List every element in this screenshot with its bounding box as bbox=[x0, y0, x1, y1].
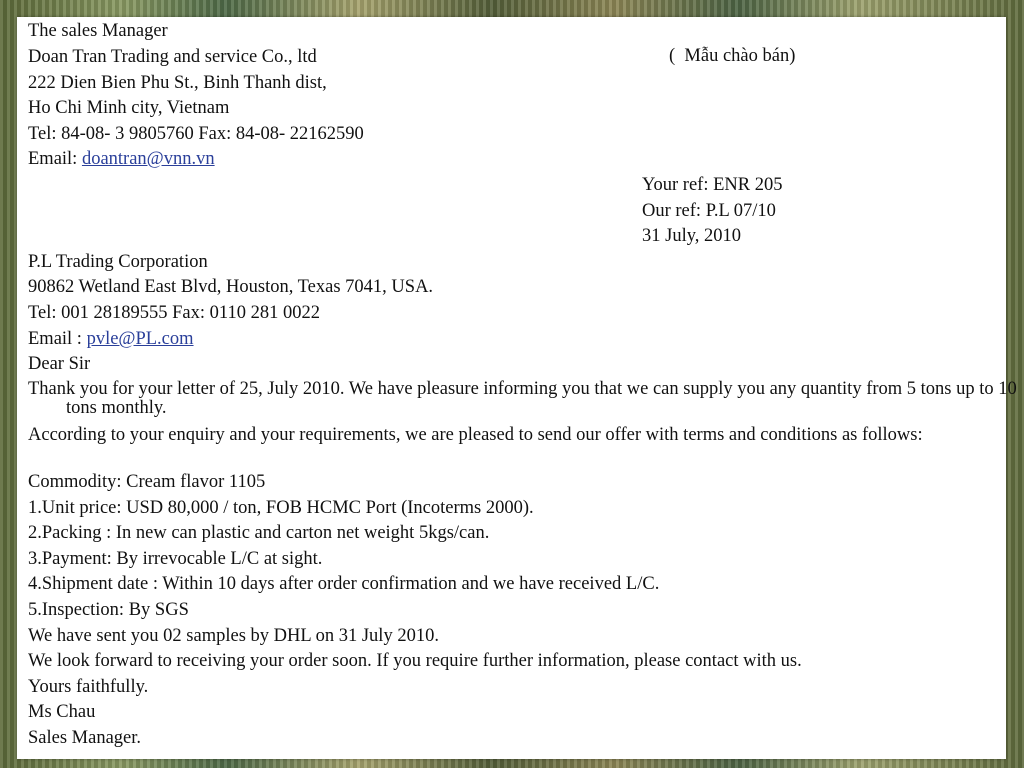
paragraph-thanks: Thank you for your letter of 25, July 2010. We have pleasure informing you that we can supply you any quantity from 5 tons up to 10 tons monthly. bbox=[28, 379, 1017, 418]
letter-type-note: ( Mẫu chào bán) bbox=[669, 46, 796, 66]
recipient-email-label: Email : bbox=[28, 329, 87, 349]
term-shipment-date: 4.Shipment date : Within 10 days after order confirmation and we have received L/C. bbox=[28, 574, 660, 594]
recipient-company: P.L Trading Corporation bbox=[28, 252, 208, 272]
term-inspection: 5.Inspection: By SGS bbox=[28, 600, 189, 620]
sender-phone-fax: Tel: 84-08- 3 9805760 Fax: 84-08- 22162590 bbox=[28, 124, 364, 144]
letter-slide bbox=[17, 17, 1017, 759]
recipient-email-line bbox=[28, 329, 194, 349]
paragraph-offer: According to your enquiry and your requirements, we are pleased to send our offer with terms and conditions as follows: bbox=[28, 425, 923, 445]
recipient-address: 90862 Wetland East Blvd, Houston, Texas 7041, USA. bbox=[28, 277, 434, 297]
recipient-phone-fax: Tel: 001 28189555 Fax: 0110 281 0022 bbox=[28, 303, 320, 323]
complimentary-close: Yours faithfully. bbox=[28, 677, 149, 697]
your-reference: Your ref: ENR 205 bbox=[642, 175, 783, 195]
closing-paragraph: We look forward to receiving your order soon. If you require further information, please contact with us. bbox=[28, 651, 802, 671]
our-reference: Our ref: P.L 07/10 bbox=[642, 201, 776, 221]
samples-note: We have sent you 02 samples by DHL on 31 July 2010. bbox=[28, 626, 439, 646]
term-packing: 2.Packing : In new can plastic and carton net weight 5kgs/can. bbox=[28, 523, 490, 543]
signer-title: Sales Manager. bbox=[28, 728, 142, 748]
sender-email-line bbox=[28, 149, 215, 169]
signer-name: Ms Chau bbox=[28, 702, 96, 722]
letter-date: 31 July, 2010 bbox=[642, 226, 742, 246]
sender-email-label: Email: bbox=[28, 149, 82, 169]
term-payment: 3.Payment: By irrevocable L/C at sight. bbox=[28, 549, 323, 569]
sender-address-line-2: Ho Chi Minh city, Vietnam bbox=[28, 98, 230, 118]
recipient-email-link[interactable]: pvle@PL.com bbox=[86, 329, 194, 349]
commodity: Commodity: Cream flavor 1105 bbox=[28, 472, 266, 492]
sender-address-line-1: 222 Dien Bien Phu St., Binh Thanh dist, bbox=[28, 73, 327, 93]
term-unit-price: 1.Unit price: USD 80,000 / ton, FOB HCMC Port (Incoterms 2000). bbox=[28, 498, 534, 518]
sender-title: The sales Manager bbox=[28, 21, 168, 41]
sender-company: Doan Tran Trading and service Co., ltd bbox=[28, 47, 317, 67]
sender-email-link[interactable]: doantran@vnn.vn bbox=[81, 149, 215, 169]
salutation: Dear Sir bbox=[28, 354, 91, 374]
